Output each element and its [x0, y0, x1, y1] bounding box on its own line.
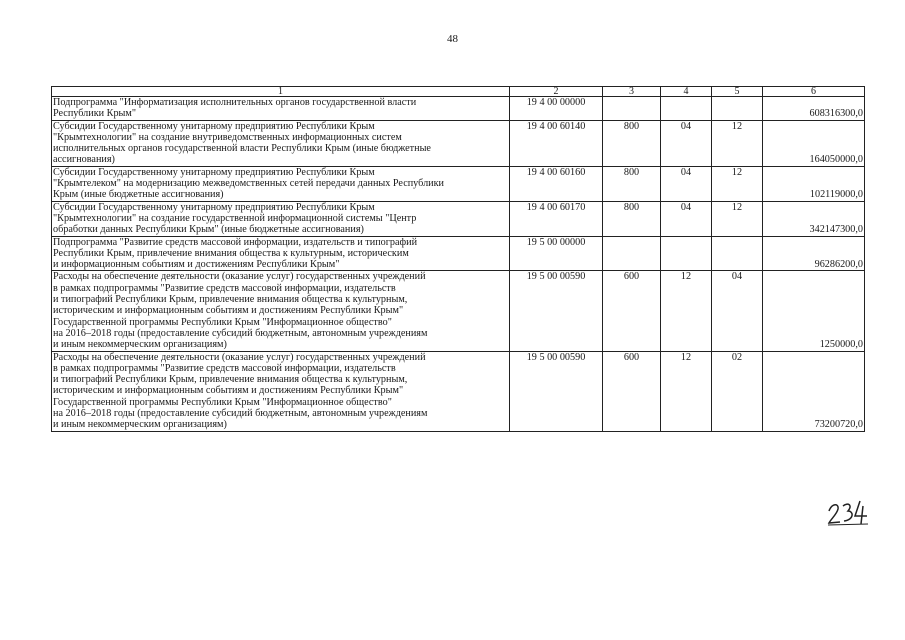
row-name-line: историческим и информационным событиям и достижениям Республики Крым": [53, 385, 404, 397]
col3-cell: 800: [603, 201, 661, 236]
sum-cell: 164050000,0: [763, 120, 865, 166]
col5-cell: [712, 97, 763, 121]
col4-cell: 12: [661, 271, 712, 351]
col3-cell: 600: [603, 271, 661, 351]
row-name-line: Подпрограмма "Развитие средств массовой информации, издательств и типографий: [53, 236, 418, 248]
header-row: [52, 87, 865, 97]
row-name-line: Государственной программы Республики Крым "Информационное общество": [53, 396, 392, 408]
row-name-cell: [52, 271, 510, 351]
col4-cell: [661, 236, 712, 271]
col4-cell: 04: [661, 201, 712, 236]
row-name-line: на 2016–2018 годы (предоставление субсидий бюджетным, автономным учреждениям: [53, 327, 428, 339]
row-name-cell: [52, 166, 510, 201]
sum-cell: 73200720,0: [763, 351, 865, 431]
row-name-cell: [52, 201, 510, 236]
col3-cell: 800: [603, 166, 661, 201]
sum-cell: 96286200,0: [763, 236, 865, 271]
row-name-line: в рамках подпрограммы "Развитие средств массовой информации, издательств: [53, 282, 396, 294]
row-name-line: и типографий Республики Крым, привлечение внимания общества к культурным,: [53, 374, 408, 386]
row-name-cell: [52, 351, 510, 431]
row-name-line: Субсидии Государственному унитарному предприятию Республики Крым: [53, 166, 375, 178]
table-row: [52, 271, 865, 351]
col5-cell: 12: [712, 120, 763, 166]
col3-cell: 600: [603, 351, 661, 431]
row-name-line: исполнительных органов государственной власти Республики Крым (иные бюджетные: [53, 143, 431, 155]
budget-table: [51, 86, 865, 432]
header-cell: 5: [712, 87, 763, 97]
row-name-line: Подпрограмма "Информатизация исполнительных органов государственной власти: [53, 97, 417, 108]
row-name-line: на 2016–2018 годы (предоставление субсидий бюджетным, автономным учреждениям: [53, 408, 428, 420]
row-name-line: Крым (иные бюджетные ассигнования): [53, 189, 224, 201]
table-row: [52, 236, 865, 271]
header-cell: 6: [763, 87, 865, 97]
row-name-line: Субсидии Государственному унитарному предприятию Республики Крым: [53, 120, 375, 132]
header-cell: 3: [603, 87, 661, 97]
col4-cell: [661, 97, 712, 121]
row-name-line: Республики Крым": [53, 108, 136, 120]
row-name-line: Государственной программы Республики Крым "Информационное общество": [53, 316, 392, 328]
code-cell: 19 4 00 60170: [510, 201, 603, 236]
code-cell: 19 5 00 00590: [510, 351, 603, 431]
sum-cell: 608316300,0: [763, 97, 865, 121]
code-cell: 19 5 00 00000: [510, 236, 603, 271]
row-name-line: и иным некоммерческим организациям): [53, 419, 227, 431]
handwritten-page-mark: [826, 497, 870, 527]
header-cell: 4: [661, 87, 712, 97]
row-name-line: "Крымтехнологии" на создание внутриведомственных информационных систем: [53, 131, 402, 143]
table-row: [52, 201, 865, 236]
row-name-cell: [52, 236, 510, 271]
sum-cell: 1250000,0: [763, 271, 865, 351]
col5-cell: 04: [712, 271, 763, 351]
row-name-line: "Крымтелеком" на модернизацию межведомственных сетей передачи данных Республики: [53, 178, 445, 190]
row-name-line: Расходы на обеспечение деятельности (оказание услуг) государственных учреждений: [53, 351, 426, 363]
col5-cell: 12: [712, 166, 763, 201]
row-name-line: в рамках подпрограммы "Развитие средств массовой информации, издательств: [53, 362, 396, 374]
col5-cell: 12: [712, 201, 763, 236]
row-name-line: ассигнования): [53, 154, 115, 166]
sum-cell: 102119000,0: [763, 166, 865, 201]
col4-cell: 12: [661, 351, 712, 431]
code-cell: 19 5 00 00590: [510, 271, 603, 351]
col3-cell: [603, 236, 661, 271]
page-number: 48: [447, 33, 458, 45]
row-name-cell: [52, 97, 510, 121]
code-cell: 19 4 00 60160: [510, 166, 603, 201]
row-name-line: Республики Крым, привлечение внимания общества к культурным, историческим: [53, 247, 409, 259]
row-name-line: обработки данных Республики Крым" (иные бюджетные ассигнования): [53, 224, 364, 236]
col4-cell: 04: [661, 120, 712, 166]
col3-cell: [603, 97, 661, 121]
row-name-line: историческим и информационным событиям и достижениям Республики Крым": [53, 305, 404, 317]
row-name-line: "Крымтехнологии" на создание государственной информационной системы "Центр: [53, 212, 417, 224]
header-cell: 1: [52, 87, 510, 97]
row-name-line: и типографий Республики Крым, привлечение внимания общества к культурным,: [53, 294, 408, 306]
row-name-line: Субсидии Государственному унитарному предприятию Республики Крым: [53, 201, 375, 213]
row-name-line: и информационным событиям и достижениям Республики Крым": [53, 259, 340, 271]
code-cell: 19 4 00 00000: [510, 97, 603, 121]
table-row: [52, 351, 865, 431]
row-name-line: Расходы на обеспечение деятельности (оказание услуг) государственных учреждений: [53, 271, 426, 283]
row-name-cell: [52, 120, 510, 166]
col5-cell: [712, 236, 763, 271]
header-cell: 2: [510, 87, 603, 97]
col4-cell: 04: [661, 166, 712, 201]
row-name-line: и иным некоммерческим организациям): [53, 339, 227, 351]
code-cell: 19 4 00 60140: [510, 120, 603, 166]
col5-cell: 02: [712, 351, 763, 431]
col3-cell: 800: [603, 120, 661, 166]
table-row: [52, 97, 865, 121]
table-row: [52, 120, 865, 166]
table-row: [52, 166, 865, 201]
sum-cell: 342147300,0: [763, 201, 865, 236]
